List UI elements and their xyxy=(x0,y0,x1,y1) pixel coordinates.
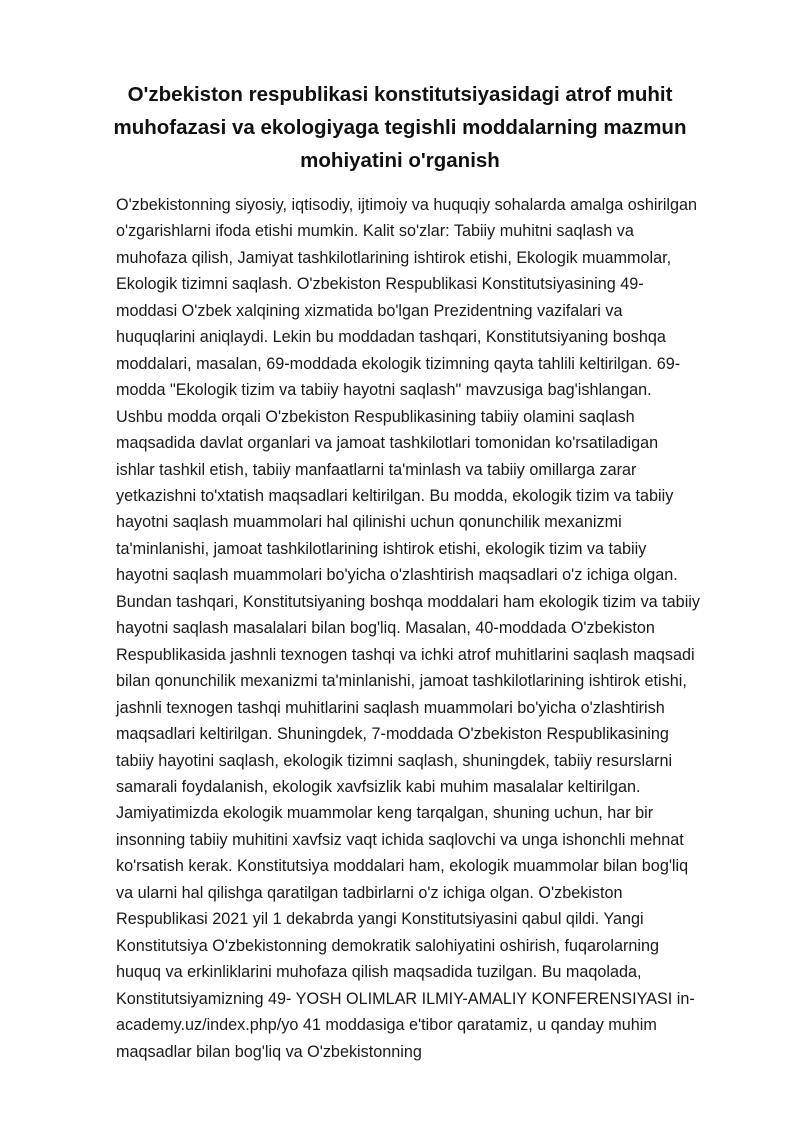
body-paragraph: O'zbekistonning siyosiy, iqtisodiy, ijtimoiy va huquqiy sohalarda amalga oshirilgan o'zgarishlarni ifoda etishi mumkin. Kalit so'zlar: Tabiiy muhitni saqlash va muhofaza qilish, Jamiyat tashkilotlarining ishtirok etishi, Ekologik muammolar, Ekologik tizimni saqlash. O'zbekiston Respublikasi Konstitutsiyasining 49-moddasi O'zbek xalqining xizmatida bo'lgan Prezidentning vazifalari va huquqlarini aniqlaydi. Lekin bu moddadan tashqari, Konstitutsiyaning boshqa moddalari, masalan, 69-moddada ekologik tizimning qayta tahlili keltirilgan. 69-modda "Ekologik tizim va tabiiy hayotni saqlash" mavzusiga bag'ishlangan. Ushbu modda orqali O'zbekiston Respublikasining tabiiy olamini saqlash maqsadida davlat organlari va jamoat tashkilotlari tomonidan ko'rsatiladigan ishlar tashkil etish, tabiiy manfaatlarni ta'minlash va tabiiy omillarga zarar yetkazishni to'xtatish maqsadlari keltirilgan. Bu modda, ekologik tizim va tabiiy hayotni saqlash muammolari hal qilinishi uchun qonunchilik mexanizmi ta'minlanishi, jamoat tashkilotlarining ishtirok etishi, ekologik tizim va tabiiy hayotni saqlash muammolari bo'yicha o'zlashtirish maqsadlari o'z ichiga olgan. Bundan tashqari, Konstitutsiyaning boshqa moddalari ham ekologik tizim va tabiiy hayotni saqlash masalalari bilan bog'liq. Masalan, 40-moddada O'zbekiston Respublikasida jashnli texnogen tashqi va ichki atrof muhitlarini saqlash maqsadi bilan qonunchilik mexanizmi ta'minlanishi, jamoat tashkilotlarining ishtirok etishi, jashnli texnogen tashqi muhitlarini saqlash muammolari bo'yicha o'zlashtirish maqsadlari keltirilgan. Shuningdek, 7-moddada O'zbekiston Respublikasining tabiiy hayotini saqlash, ekologik tizimni saqlash, shuningdek, tabiiy resurslarni samarali foydalanish, ekologik xavfsizlik kabi muhim masalalar keltirilgan. Jamiyatimizda ekologik muammolar keng tarqalgan, shuning uchun, har bir insonning tabiiy muhitini xavfsiz vaqt ichida saqlovchi va unga ishonchli mehnat ko'rsatish kerak. Konstitutsiya moddalari ham, ekologik muammolar bilan bog'liq va ularni hal qilishga qaratilgan tadbirlarni o'z ichiga olgan. O'zbekiston Respublikasi 2021 yil 1 dekabrda yangi Konstitutsiyasini qabul qildi. Yangi Konstitutsiya O'zbekistonning demokratik salohiyatini oshirish, fuqarolarning huquq va erkinliklarini muhofaza qilish maqsadida tuzilgan. Bu maqolada, Konstitutsiyamizning 49- YOSH OLIMLAR ILMIY-AMALIY KONFERENSIYASI in-academy.uz/index.php/yo 41 moddasiga e'tibor qaratamiz, u qanday muhim maqsadlar bilan bog'liq va O'zbekistonning xyxy=(116,196,700,1061)
page-title: O'zbekiston respublikasi konstitutsiyasidagi atrof muhit muhofazasi va ekologiyaga tegishli moddalarning mazmun mohiyatini o'rganish xyxy=(113,83,687,172)
